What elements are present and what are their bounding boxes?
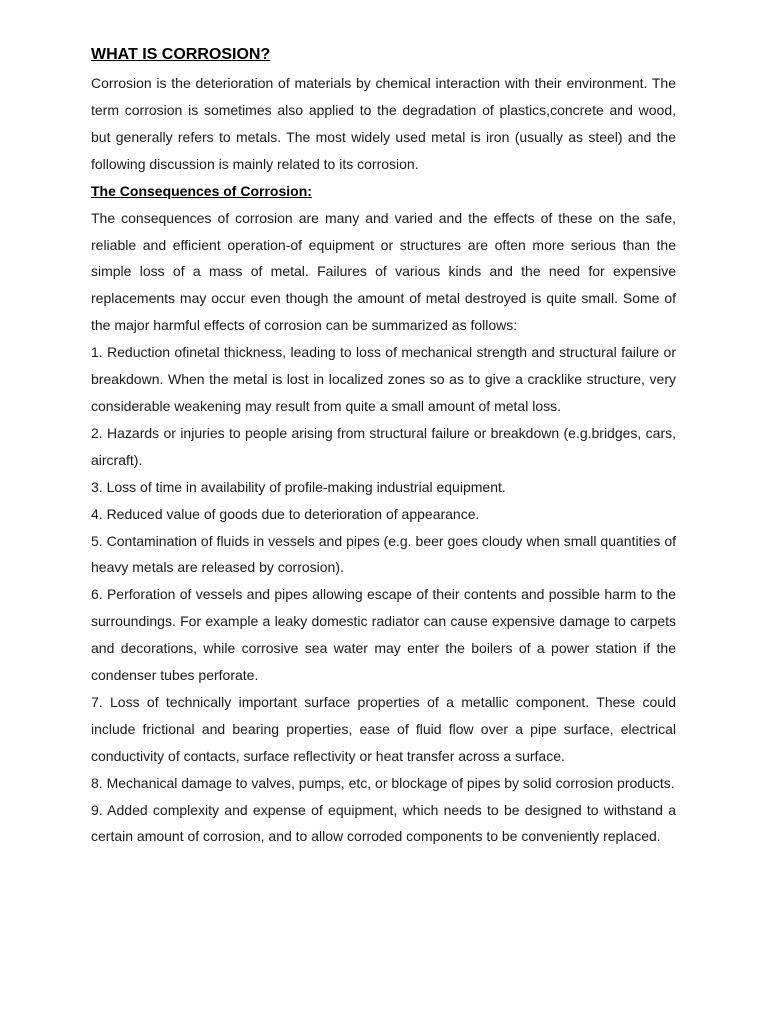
intro-paragraph: Corrosion is the deterioration of materials by chemical interaction with their environment. The term corrosion is sometimes also applied to the degradation of plastics,concrete and wood, but generally refers to metals. The most widely used metal is iron (usually as steel) and the following discussion is mainly related to its corrosion. bbox=[91, 75, 676, 172]
document-title: WHAT IS CORROSION? bbox=[91, 46, 271, 63]
list-item-8: 8. Mechanical damage to valves, pumps, etc, or blockage of pipes by solid corrosion products. bbox=[91, 774, 675, 791]
document-page bbox=[91, 44, 676, 850]
list-item-4: 4. Reduced value of goods due to deterioration of appearance. bbox=[91, 505, 480, 522]
section-intro-paragraph: The consequences of corrosion are many and varied and the effects of these on the safe, reliable and efficient operation-of equipment or structures are often more serious than the simple loss of a mass of metal. Failures of various kinds and the need for expensive replacements may occur even though the amount of metal destroyed is quite small. Some of the major harmful effects of corrosion can be summarized as follows: bbox=[91, 209, 676, 334]
list-item-9: 9. Added complexity and expense of equipment, which needs to be designed to withstand a certain amount of corrosion, and to allow corroded components to be conveniently replaced. bbox=[91, 801, 676, 845]
list-item-7: 7. Loss of technically important surface properties of a metallic component. These could include frictional and bearing properties, ease of fluid flow over a pipe surface, electrical conductivity of contacts, surface reflectivity or heat transfer across a surface. bbox=[91, 693, 676, 764]
list-item-5: 5. Contamination of fluids in vessels and pipes (e.g. beer goes cloudy when small quantities of heavy metals are released by corrosion). bbox=[91, 532, 676, 576]
list-item-2: 2. Hazards or injuries to people arising from structural failure or breakdown (e.g.bridges, cars, aircraft). bbox=[91, 424, 676, 468]
list-item-3: 3. Loss of time in availability of profile-making industrial equipment. bbox=[91, 478, 506, 495]
section-heading: The Consequences of Corrosion: bbox=[91, 182, 312, 199]
list-item-1: 1. Reduction ofinetal thickness, leading to loss of mechanical strength and structural failure or breakdown. When the metal is lost in localized zones so as to give a cracklike structure, very considerable weakening may result from quite a small amount of metal loss. bbox=[91, 344, 676, 414]
list-item-6: 6. Perforation of vessels and pipes allowing escape of their contents and possible harm to the surroundings. For example a leaky domestic radiator can cause expensive damage to carpets and decorations, while corrosive sea water may enter the boilers of a power station if the condenser tubes perforate. bbox=[91, 586, 676, 684]
